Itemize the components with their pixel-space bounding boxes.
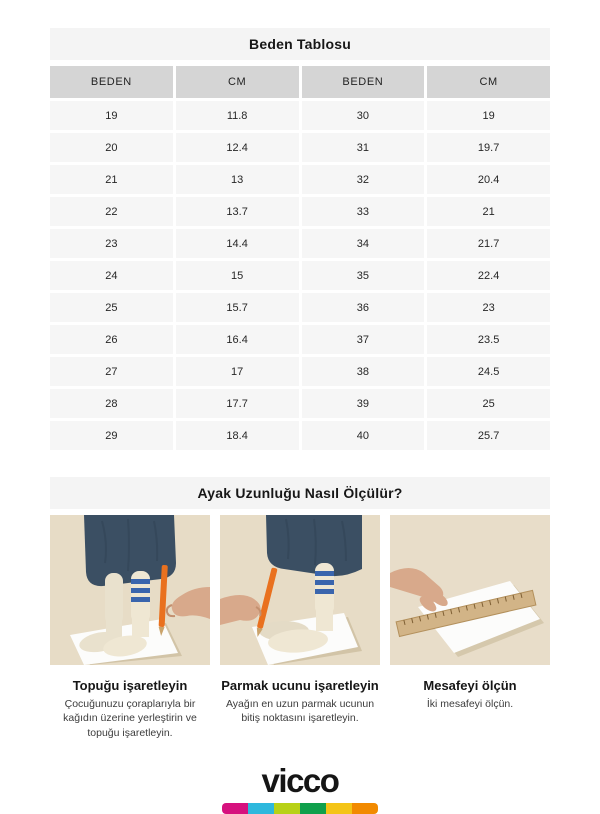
table-header-cm-left: CM <box>176 66 299 98</box>
table-cell: 21 <box>50 165 173 194</box>
table-cell: 17 <box>176 357 299 386</box>
table-cell: 27 <box>50 357 173 386</box>
step-desc-distance: İki mesafeyi ölçün. <box>426 698 514 710</box>
table-cell: 20.4 <box>427 165 550 194</box>
table-cell: 39 <box>302 389 425 418</box>
step-desc-mark-toe: Ayağın en uzun parmak ucunun bitiş noktasını işaretleyin. <box>225 698 375 725</box>
table-cell: 19 <box>427 101 550 130</box>
table-cell: 15.7 <box>176 293 299 322</box>
logo-color-segment <box>274 803 300 814</box>
table-header-cm-right: CM <box>427 66 550 98</box>
table-cell: 24.5 <box>427 357 550 386</box>
table-cell: 33 <box>302 197 425 226</box>
table-cell: 18.4 <box>176 421 299 450</box>
table-cell: 11.8 <box>176 101 299 130</box>
step-title-mark-heel: Topuğu işaretleyin <box>72 678 188 693</box>
table-cell: 22 <box>50 197 173 226</box>
size-table-title-bar <box>50 28 550 60</box>
measure-step-distance <box>390 515 550 740</box>
table-cell: 24 <box>50 261 173 290</box>
table-cell: 19 <box>50 101 173 130</box>
table-cell: 34 <box>302 229 425 258</box>
table-header-beden-left: BEDEN <box>50 66 173 98</box>
size-table-body <box>50 101 550 450</box>
table-cell: 25 <box>427 389 550 418</box>
step-title-mark-toe: Parmak ucunu işaretleyin <box>221 678 379 693</box>
logo-color-segment <box>352 803 378 814</box>
size-table-title: Beden Tablosu <box>249 36 351 52</box>
table-cell: 25.7 <box>427 421 550 450</box>
table-cell: 22.4 <box>427 261 550 290</box>
step-title-distance: Mesafeyi ölçün <box>423 678 517 693</box>
table-cell: 20 <box>50 133 173 162</box>
table-cell: 23 <box>427 293 550 322</box>
size-table <box>50 66 550 450</box>
table-cell: 17.7 <box>176 389 299 418</box>
table-cell: 36 <box>302 293 425 322</box>
table-cell: 16.4 <box>176 325 299 354</box>
table-header-beden-right: BEDEN <box>302 66 425 98</box>
logo-color-segment <box>248 803 274 814</box>
measure-step-mark-toe <box>220 515 380 740</box>
measure-guide-title-bar <box>50 477 550 509</box>
table-cell: 28 <box>50 389 173 418</box>
vicco-logo-color-bar <box>222 803 378 814</box>
step-desc-mark-heel: Çocuğunuzu çoraplarıyla bir kağıdın üzerine yerleştirin ve topuğu işaretleyin. <box>63 698 197 739</box>
size-table-header-row <box>50 66 550 98</box>
table-cell: 12.4 <box>176 133 299 162</box>
table-cell: 13.7 <box>176 197 299 226</box>
table-cell: 21 <box>427 197 550 226</box>
table-cell: 13 <box>176 165 299 194</box>
vicco-logo: vicco <box>261 762 339 800</box>
table-cell: 40 <box>302 421 425 450</box>
table-cell: 14.4 <box>176 229 299 258</box>
table-cell: 26 <box>50 325 173 354</box>
table-cell: 37 <box>302 325 425 354</box>
table-cell: 21.7 <box>427 229 550 258</box>
brand-footer <box>50 764 550 814</box>
logo-color-segment <box>300 803 326 814</box>
table-cell: 31 <box>302 133 425 162</box>
mark-heel-photo <box>50 515 210 665</box>
table-cell: 32 <box>302 165 425 194</box>
table-cell: 35 <box>302 261 425 290</box>
table-cell: 25 <box>50 293 173 322</box>
mark-toe-photo <box>220 515 380 665</box>
logo-color-segment <box>326 803 352 814</box>
measure-distance-photo <box>390 515 550 665</box>
table-cell: 38 <box>302 357 425 386</box>
measure-step-mark-heel <box>50 515 210 740</box>
logo-color-segment <box>222 803 248 814</box>
table-cell: 15 <box>176 261 299 290</box>
table-cell: 23.5 <box>427 325 550 354</box>
table-cell: 30 <box>302 101 425 130</box>
table-cell: 19.7 <box>427 133 550 162</box>
measure-guide-title: Ayak Uzunluğu Nasıl Ölçülür? <box>197 485 403 501</box>
table-cell: 23 <box>50 229 173 258</box>
measure-steps <box>50 515 550 740</box>
table-cell: 29 <box>50 421 173 450</box>
